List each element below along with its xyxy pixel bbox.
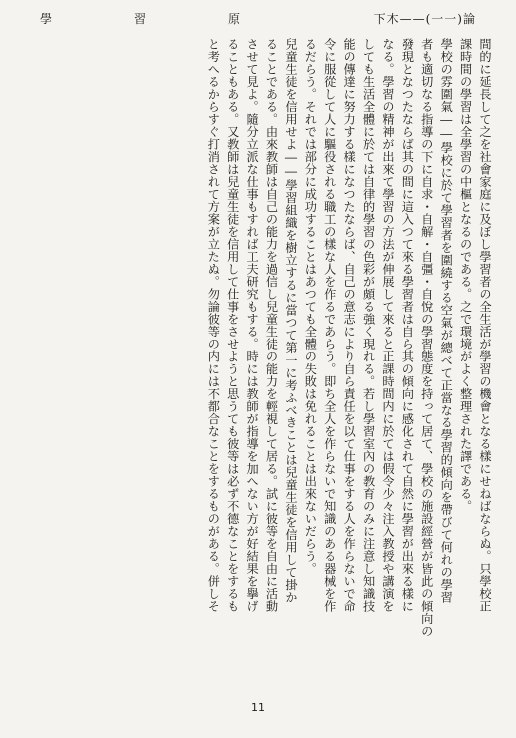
page-number: 11 bbox=[251, 701, 265, 714]
header-word-2: 習 bbox=[133, 12, 146, 26]
header-word-1: 學 bbox=[40, 12, 53, 26]
vertical-body-text: 間的に延長して之を社會家庭に及ぼし學習者の全生活が學習の機會となる樣にせねばならぬ。只學校正 課時間の學習は全學習の中樞となるのである。之で環境がよく整理された譯である。 學校の雰圍氣――學校に於て學習者を圍繞する空氣が總べて正當なる學習的傾向を帶びて何れの學習 者も適切なる指導の下に自求・自解・自彊・自悅の學習態度を持って居て、學校の施設經營が皆此の傾向の 發現となつたならば其の間に這入つて來る學習者は自ら其の傾向に感化されて自然に學習が出來る樣に なる。學習の精神が出來て學習の方法が伸展して來ると正課時間内に於ては假令少々注入教授や講演を しても生活全體に於ては自律的學習の色彩が頗る強く現れる。若し學習室內の教育のみに注意し知識技 能の傳達に努力する樣になつたならば、自己の意志により自ら責任を以て仕事をする人を作らないで命 令に服從して人に驅役される職工の樣な人を作るであらう。即ち全人を作らないで知識のある器械を作 るだらう。それでは部分に成功することはあつても全體の失敗は免れることは出來ないだらう。 兒童生徒を信用せよ――學習組織を樹立するに當つて第一に考ふべきことは兒童生徒を信用して掛か ることである。由來教師は自己の能力を過信し兒童生徒の能力を輕視して居る。試に彼等を自由に活動 させて見よ。隨分立派な仕事もすれば工夫研究もする。時には教師が指導を加へない方が好結果を擧げ ることもある。又教師は兒童生徒を信用して仕事をさせようと思うても彼等は必ず不德なことをするも と考へるからすぐ打消されて方案が立たぬ。勿論彼等の内には不都合なことをするものがある。併しそ bbox=[206, 38, 492, 638]
page-header bbox=[0, 10, 516, 36]
running-title: 下木——(一一)論 bbox=[373, 12, 476, 26]
header-word-3: 原 bbox=[227, 12, 240, 26]
running-title-words bbox=[40, 10, 240, 27]
